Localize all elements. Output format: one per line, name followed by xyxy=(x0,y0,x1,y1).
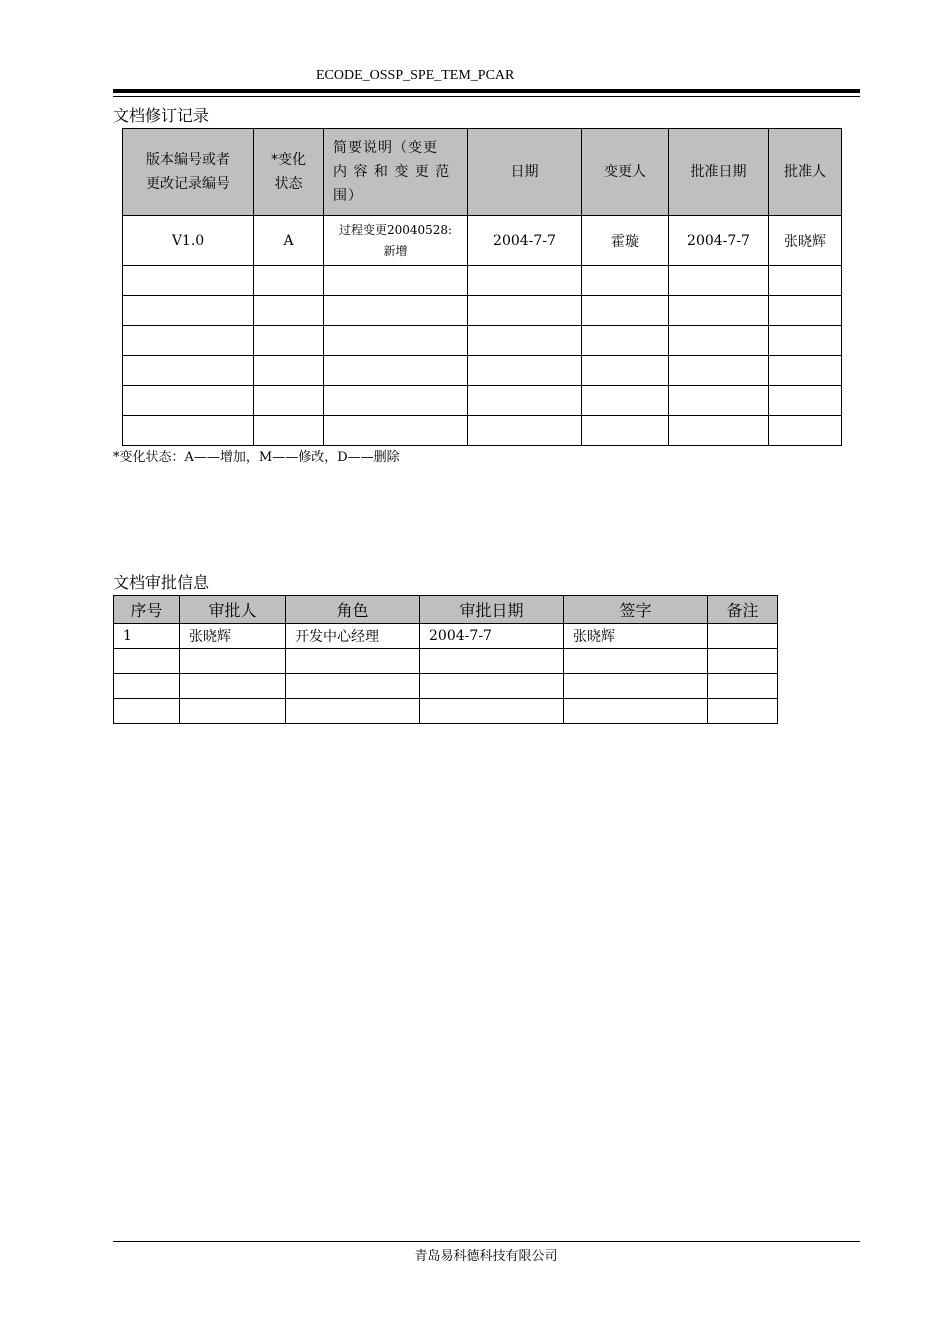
approver-cell: 张晓辉 xyxy=(769,216,842,266)
table-row xyxy=(114,624,778,649)
table-row xyxy=(114,674,778,699)
col-no-header: 序号 xyxy=(114,596,180,624)
table-row xyxy=(123,266,842,296)
no-cell: 1 xyxy=(114,624,180,649)
revision-table xyxy=(122,128,842,446)
document-code-header: ECODE_OSSP_SPE_TEM_PCAR xyxy=(316,68,515,83)
header-thin-rule xyxy=(113,96,860,97)
col-description-header: 简要说明（变更 内 容 和 变 更 范 围） xyxy=(324,129,468,216)
col-approver-header: 审批人 xyxy=(180,596,286,624)
approval-table xyxy=(113,595,778,724)
remark-cell xyxy=(708,624,778,649)
col-signature-header: 签字 xyxy=(564,596,708,624)
col-approver-header: 批准人 xyxy=(769,129,842,216)
col-date-header: 日期 xyxy=(468,129,582,216)
status-legend-note: *变化状态：A——增加，M——修改，D——删除 xyxy=(113,450,400,465)
date-cell: 2004-7-7 xyxy=(468,216,582,266)
table-row xyxy=(123,326,842,356)
approval-date-cell: 2004-7-7 xyxy=(420,624,564,649)
approve-date-cell: 2004-7-7 xyxy=(669,216,769,266)
changer-cell: 霍璇 xyxy=(582,216,669,266)
signature-cell: 张晓辉 xyxy=(564,624,708,649)
table-row xyxy=(123,386,842,416)
col-approval-date-header: 审批日期 xyxy=(420,596,564,624)
table-row xyxy=(123,296,842,326)
status-cell: A xyxy=(254,216,324,266)
approval-header-row xyxy=(114,596,778,624)
table-row xyxy=(123,216,842,266)
approver-cell: 张晓辉 xyxy=(180,624,286,649)
revision-header-row xyxy=(123,129,842,216)
col-role-header: 角色 xyxy=(286,596,420,624)
version-cell: V1.0 xyxy=(123,216,254,266)
table-row xyxy=(123,416,842,446)
col-remark-header: 备注 xyxy=(708,596,778,624)
footer-rule xyxy=(113,1241,860,1242)
role-cell: 开发中心经理 xyxy=(286,624,420,649)
description-cell: 过程变更20040528: 新增 xyxy=(324,216,468,266)
col-approve-date-header: 批准日期 xyxy=(669,129,769,216)
company-footer: 青岛易科德科技有限公司 xyxy=(414,1249,558,1264)
table-row xyxy=(114,699,778,724)
table-row xyxy=(123,356,842,386)
col-changer-header: 变更人 xyxy=(582,129,669,216)
header-thick-rule xyxy=(113,89,860,93)
revision-section-title: 文档修订记录 xyxy=(113,106,210,125)
approval-section-title: 文档审批信息 xyxy=(113,573,210,592)
col-status-header: *变化 状态 xyxy=(254,129,324,216)
col-version-header: 版本编号或者 更改记录编号 xyxy=(123,129,254,216)
table-row xyxy=(114,649,778,674)
